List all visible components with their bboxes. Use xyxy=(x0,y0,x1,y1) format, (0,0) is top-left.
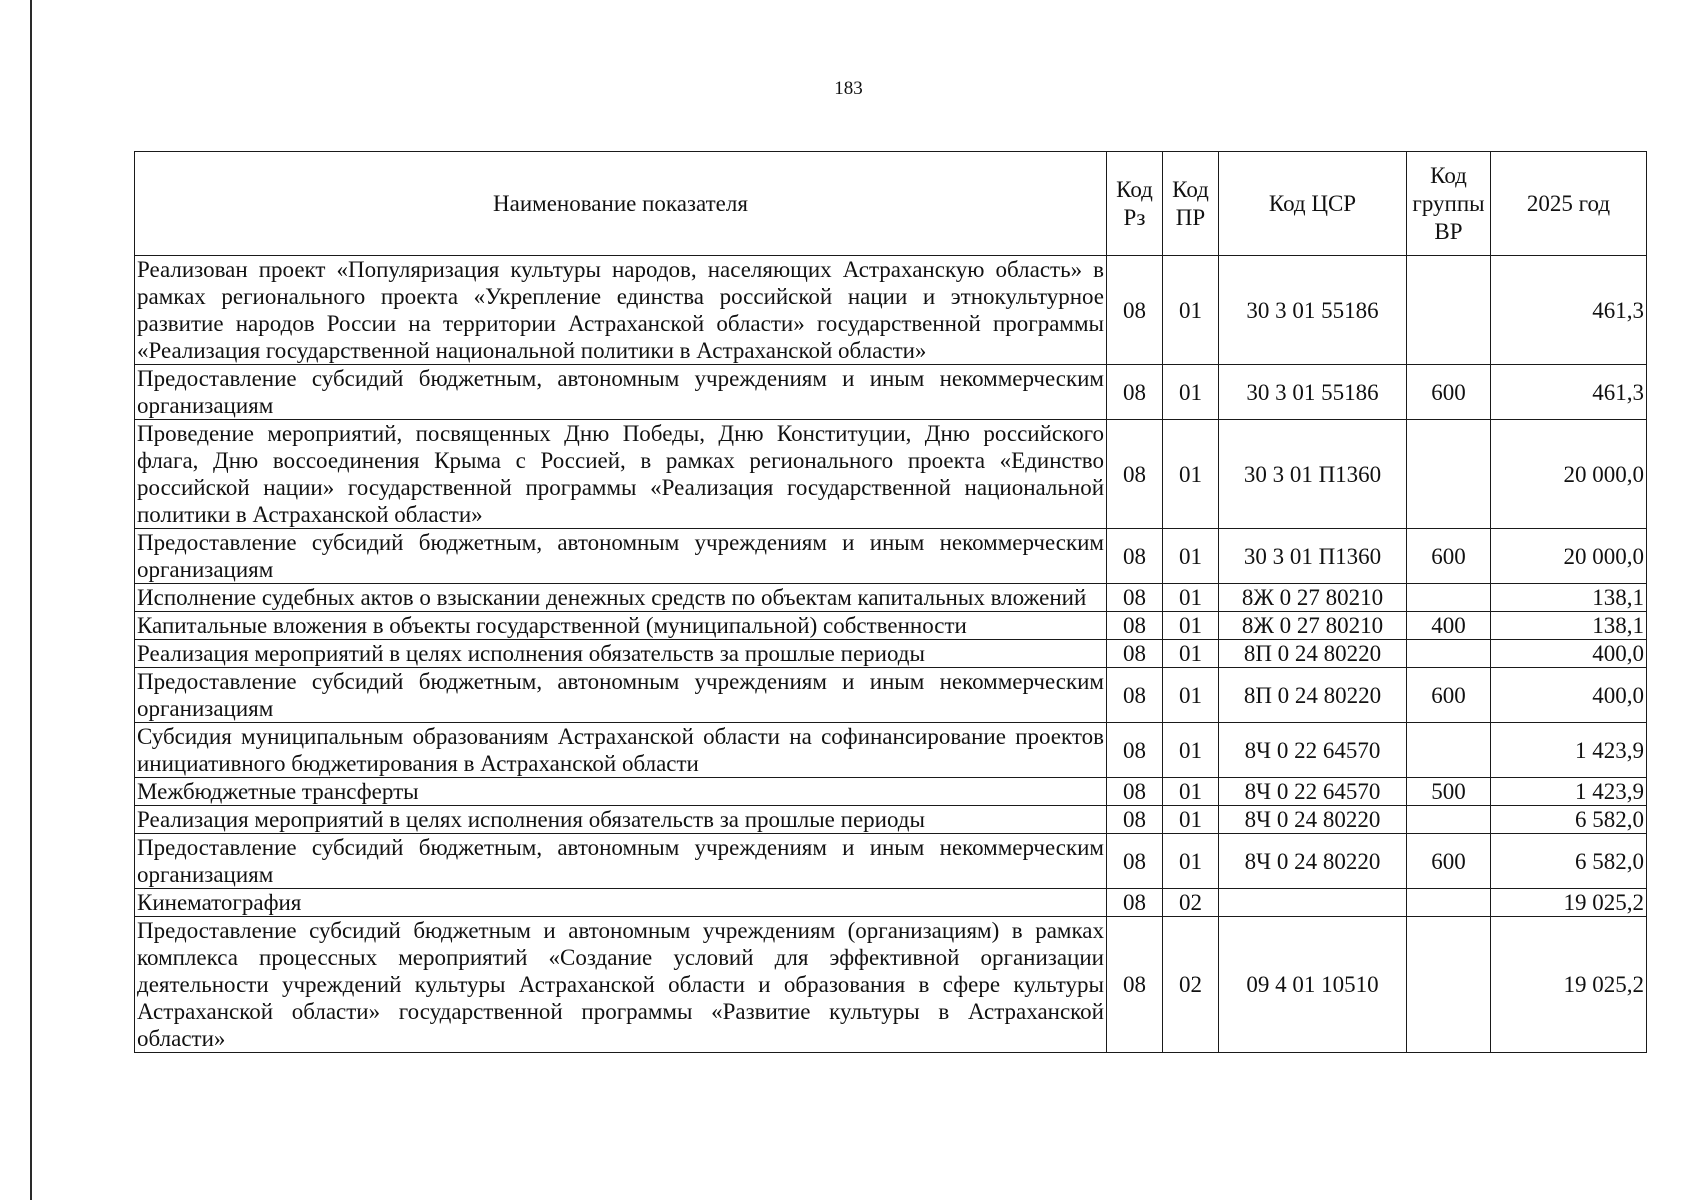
row-pr: 01 xyxy=(1163,420,1219,529)
row-pr: 01 xyxy=(1163,529,1219,584)
row-sum: 400,0 xyxy=(1491,640,1647,668)
table-row xyxy=(135,723,1647,778)
row-csr: 8Ж 0 27 80210 xyxy=(1219,612,1407,640)
budget-table xyxy=(134,151,1647,1053)
row-sum: 138,1 xyxy=(1491,584,1647,612)
table-row xyxy=(135,584,1647,612)
header-pr: Код ПР xyxy=(1163,152,1219,256)
row-name: Предоставление субсидий бюджетным, автономным учреждениям и иным некоммерческим организациям xyxy=(135,834,1107,889)
row-csr: 8П 0 24 80220 xyxy=(1219,668,1407,723)
row-pr: 02 xyxy=(1163,917,1219,1053)
row-rz: 08 xyxy=(1107,640,1163,668)
table-row xyxy=(135,640,1647,668)
row-rz: 08 xyxy=(1107,584,1163,612)
row-vr xyxy=(1407,584,1491,612)
row-rz: 08 xyxy=(1107,256,1163,365)
row-sum: 400,0 xyxy=(1491,668,1647,723)
row-rz: 08 xyxy=(1107,917,1163,1053)
header-rz: Код Рз xyxy=(1107,152,1163,256)
table-row xyxy=(135,778,1647,806)
row-csr: 09 4 01 10510 xyxy=(1219,917,1407,1053)
row-pr: 01 xyxy=(1163,256,1219,365)
row-csr: 8Ч 0 22 64570 xyxy=(1219,778,1407,806)
row-sum: 19 025,2 xyxy=(1491,917,1647,1053)
table-row xyxy=(135,365,1647,420)
row-vr: 400 xyxy=(1407,612,1491,640)
row-vr: 500 xyxy=(1407,778,1491,806)
row-name: Исполнение судебных актов о взыскании денежных средств по объектам капитальных вложений xyxy=(135,584,1107,612)
row-rz: 08 xyxy=(1107,668,1163,723)
row-sum: 20 000,0 xyxy=(1491,529,1647,584)
left-margin-rule xyxy=(30,0,32,1200)
row-pr: 01 xyxy=(1163,640,1219,668)
row-pr: 01 xyxy=(1163,612,1219,640)
row-name: Межбюджетные трансферты xyxy=(135,778,1107,806)
row-sum: 1 423,9 xyxy=(1491,723,1647,778)
row-rz: 08 xyxy=(1107,612,1163,640)
row-sum: 1 423,9 xyxy=(1491,778,1647,806)
header-vr: Код группы ВР xyxy=(1407,152,1491,256)
row-csr: 8Ж 0 27 80210 xyxy=(1219,584,1407,612)
table-row xyxy=(135,889,1647,917)
row-pr: 01 xyxy=(1163,723,1219,778)
row-vr xyxy=(1407,723,1491,778)
row-name: Реализация мероприятий в целях исполнения обязательств за прошлые периоды xyxy=(135,806,1107,834)
row-name: Кинематография xyxy=(135,889,1107,917)
row-name: Субсидия муниципальным образованиям Астраханской области на софинансирование проектов инициативного бюджетирования в Астраханской области xyxy=(135,723,1107,778)
row-name: Реализован проект «Популяризация культуры народов, населяющих Астраханскую область» в рамках регионального проекта «Укрепление единства российской нации и этнокультурное развитие народов России на территории Астраханской области» государственной программы «Реализация государственной национальной политики в Астраханской области» xyxy=(135,256,1107,365)
table-row xyxy=(135,256,1647,365)
table-row xyxy=(135,529,1647,584)
row-name: Предоставление субсидий бюджетным, автономным учреждениям и иным некоммерческим организациям xyxy=(135,529,1107,584)
table-row xyxy=(135,668,1647,723)
row-rz: 08 xyxy=(1107,889,1163,917)
row-csr: 8Ч 0 22 64570 xyxy=(1219,723,1407,778)
header-csr: Код ЦСР xyxy=(1219,152,1407,256)
row-rz: 08 xyxy=(1107,778,1163,806)
row-sum: 20 000,0 xyxy=(1491,420,1647,529)
row-vr xyxy=(1407,806,1491,834)
row-vr xyxy=(1407,889,1491,917)
table-row xyxy=(135,917,1647,1053)
row-sum: 19 025,2 xyxy=(1491,889,1647,917)
row-csr: 8Ч 0 24 80220 xyxy=(1219,806,1407,834)
row-sum: 138,1 xyxy=(1491,612,1647,640)
row-pr: 01 xyxy=(1163,584,1219,612)
row-csr: 8Ч 0 24 80220 xyxy=(1219,834,1407,889)
row-pr: 01 xyxy=(1163,365,1219,420)
row-vr xyxy=(1407,420,1491,529)
row-pr: 01 xyxy=(1163,668,1219,723)
table-row xyxy=(135,420,1647,529)
row-csr: 30 3 01 П1360 xyxy=(1219,529,1407,584)
row-sum: 6 582,0 xyxy=(1491,806,1647,834)
row-name: Предоставление субсидий бюджетным и автономным учреждениям (организациям) в рамках комплекса процессных мероприятий «Создание условий для эффективной организации деятельности учреждений культуры Астраханской области и образования в сфере культуры Астраханской области» государственной программы «Развитие культуры в Астраханской области» xyxy=(135,917,1107,1053)
row-pr: 01 xyxy=(1163,778,1219,806)
row-csr: 30 3 01 55186 xyxy=(1219,365,1407,420)
row-vr: 600 xyxy=(1407,365,1491,420)
row-name: Реализация мероприятий в целях исполнения обязательств за прошлые периоды xyxy=(135,640,1107,668)
row-name: Предоставление субсидий бюджетным, автономным учреждениям и иным некоммерческим организациям xyxy=(135,365,1107,420)
table-row xyxy=(135,834,1647,889)
row-csr: 8П 0 24 80220 xyxy=(1219,640,1407,668)
row-rz: 08 xyxy=(1107,529,1163,584)
row-csr xyxy=(1219,889,1407,917)
row-pr: 02 xyxy=(1163,889,1219,917)
row-rz: 08 xyxy=(1107,420,1163,529)
row-rz: 08 xyxy=(1107,723,1163,778)
row-name: Проведение мероприятий, посвященных Дню Победы, Дню Конституции, Дню российского флага, Дню воссоединения Крыма с Россией, в рамках регионального проекта «Единство российской нации» государственной программы «Реализация государственной национальной политики в Астраханской области» xyxy=(135,420,1107,529)
row-sum: 461,3 xyxy=(1491,365,1647,420)
table-header-row xyxy=(135,152,1647,256)
row-csr: 30 3 01 55186 xyxy=(1219,256,1407,365)
row-rz: 08 xyxy=(1107,806,1163,834)
row-vr: 600 xyxy=(1407,834,1491,889)
row-csr: 30 3 01 П1360 xyxy=(1219,420,1407,529)
table-row xyxy=(135,806,1647,834)
row-vr xyxy=(1407,640,1491,668)
page-number: 183 xyxy=(834,78,863,99)
row-rz: 08 xyxy=(1107,365,1163,420)
row-vr: 600 xyxy=(1407,529,1491,584)
table-row xyxy=(135,612,1647,640)
row-sum: 461,3 xyxy=(1491,256,1647,365)
row-sum: 6 582,0 xyxy=(1491,834,1647,889)
row-pr: 01 xyxy=(1163,806,1219,834)
row-vr: 600 xyxy=(1407,668,1491,723)
row-rz: 08 xyxy=(1107,834,1163,889)
row-name: Предоставление субсидий бюджетным, автономным учреждениям и иным некоммерческим организациям xyxy=(135,668,1107,723)
header-name: Наименование показателя xyxy=(135,152,1107,256)
header-year: 2025 год xyxy=(1491,152,1647,256)
row-vr xyxy=(1407,917,1491,1053)
row-vr xyxy=(1407,256,1491,365)
row-pr: 01 xyxy=(1163,834,1219,889)
row-name: Капитальные вложения в объекты государственной (муниципальной) собственности xyxy=(135,612,1107,640)
